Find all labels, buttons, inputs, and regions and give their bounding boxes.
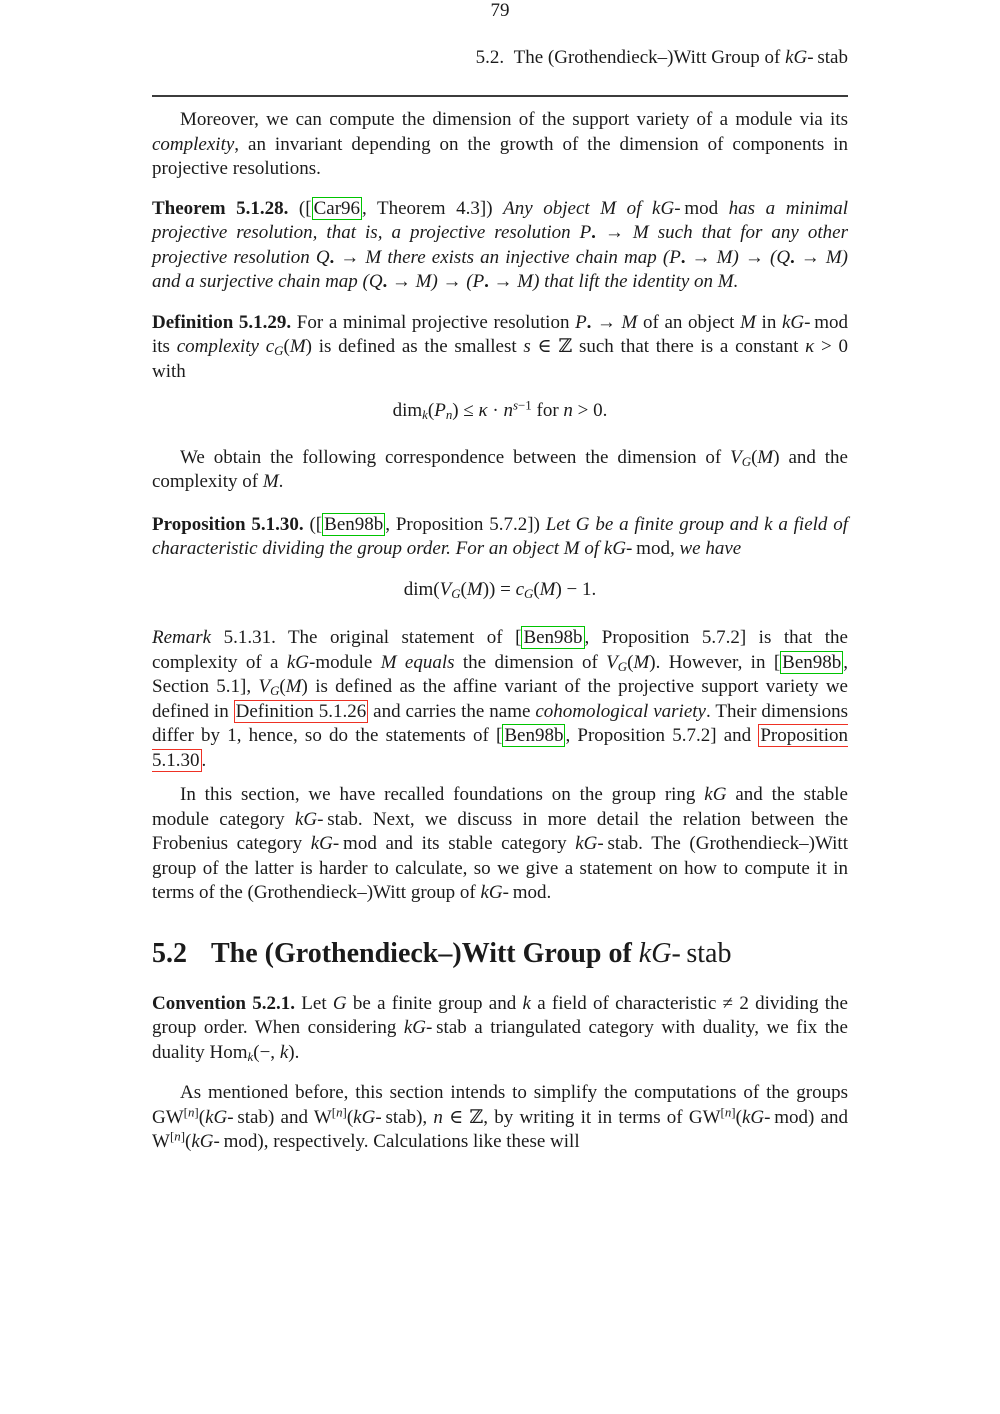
citation-link[interactable]: Car96	[313, 197, 361, 219]
page-number: 79	[490, 0, 510, 21]
proposition-5-1-30: Proposition 5.1.30. ([ Ben98b , Proposition 5.7.2]) Let G be a finite group and k a field of characteristic dividing the group order. For an object M of kG- mod, we have	[152, 513, 848, 559]
section-heading-5-2: 5.2 The (Grothendieck–)Witt Group of kG- stab	[152, 937, 732, 969]
text-column	[152, 0, 848, 1155]
citation-link[interactable]: Ben98b	[504, 725, 564, 746]
internal-reference-link[interactable]: Definition 5.1.26	[235, 700, 367, 722]
definition-5-1-29: Definition 5.1.29. For a minimal projective resolution $P_• \to M$ of an object M in kG- mod its complexity $c_G(M)$ is defined as the smallest s ∈ ℤ such that there is a constant κ > 0 with	[152, 311, 849, 382]
theorem-5-1-28: Theorem 5.1.28. ([ Car96 , Theorem 4.3]) Any object M of kG- mod has a minimal projective resolution, that is, a projective resolution $P_• \to M$ such that for any other projective resolution $Q_• \to M$ there exists an injective chain map $(P_• \to M) \to (Q_• \to M)$ and a surjective chain map $(Q_• \to M) \to (P_• \to M)$ that lift the identity on M.	[152, 197, 849, 294]
remark-5-1-31: Remark 5.1.31. The original statement of [ Ben98b , Proposition 5.7.2] is that the complexity of a kG-module M equals the dimension of $V_G(M)$. However, in [ Ben98b , Section 5.1], $V_G(M)$ is defined as the affine variant of the projective support variety we defined in Definition 5.1.26 and carries the name cohomological variety. Their dimensions differ by 1, hence, so do the statements of [ Ben98b , Proposition 5.7.2] and Proposition 5.1.30 .	[152, 627, 849, 771]
citation-link[interactable]: Ben98b	[523, 627, 583, 648]
paragraph-as-mentioned: As mentioned before, this section intends to simplify the computations of the groups GW[n](kG- stab) and W[n](kG- stab), n ∈ ℤ, by writing it in terms of GW[n](kG- mod) and W[n](kG- mod), respectively. Calculations like these will	[152, 1082, 848, 1152]
internal-reference-link[interactable]: Proposition 5.1.30	[152, 725, 848, 771]
header-rule	[152, 95, 848, 97]
paragraph-we-obtain: We obtain the following correspondence between the dimension of $V_G(M)$ and the complexity of M.	[152, 446, 848, 492]
citation-link[interactable]: Ben98b	[324, 513, 384, 535]
formula-dimension-equality: $dim(V_G(M)) = c_G(M) - 1$.	[403, 578, 597, 601]
convention-5-2-1: Convention 5.2.1. Let G be a finite group and k a field of characteristic ≠ 2 dividing the group order. When considering kG- stab a triangulated category with duality, we fix the duality Hom$_k$(−, k).	[152, 992, 848, 1064]
paragraph-in-this-section: In this section, we have recalled foundations on the group ring kG and the stable module category kG- stab. Next, we discuss in more detail the relation between the Frobenius category kG- mod and its stable category kG- stab. The (Grothendieck–)Witt group of the latter is harder to calculate, so we give a statement on how to compute it in terms of the (Grothendieck–)Witt group of kG- mod.	[152, 784, 848, 903]
running-header: 5.2. The (Grothendieck–)Witt Group of kG- stab	[475, 47, 848, 68]
paragraph-moreover: Moreover, we can compute the dimension of the support variety of a module via its complexity, an invariant depending on the growth of the dimension of components in projective resolutions.	[152, 109, 848, 179]
formula-complexity-bound: $dim_k(P_n) \le \kappa \cdot n^{s-1}$ for n > 0.	[392, 397, 608, 423]
citation-link[interactable]: Ben98b	[782, 651, 842, 673]
